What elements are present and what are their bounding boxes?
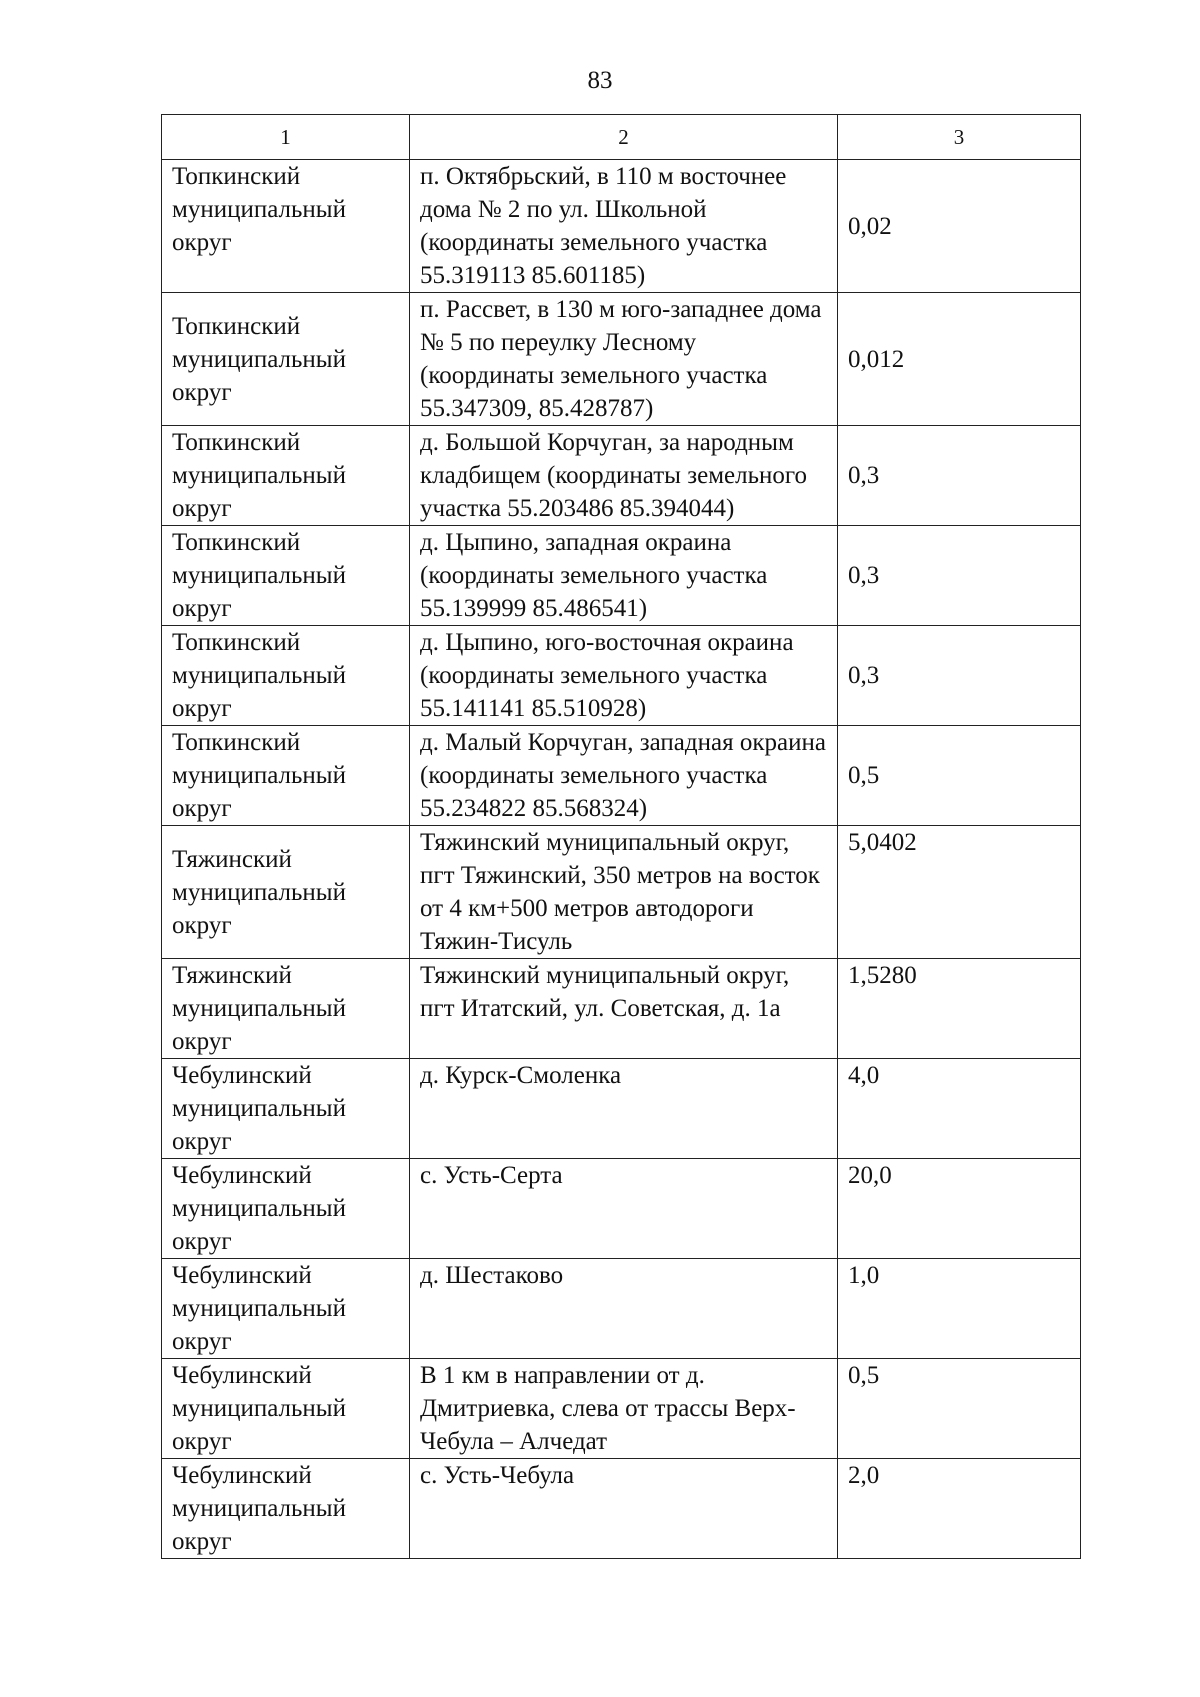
place-cell: д. Большой Корчуган, за народным кладбищем (координаты земельного участка 55.203486 85.394044) [410,426,838,526]
place-cell: с. Усть-Серта [410,1159,838,1259]
table-row [162,1359,1081,1459]
table-row [162,426,1081,526]
table-row [162,1059,1081,1159]
place-cell: Тяжинский муниципальный округ, пгт Итатский, ул. Советская, д. 1а [410,959,838,1059]
area-cell: 2,0 [838,1459,1081,1559]
table-row [162,959,1081,1059]
table-row [162,826,1081,959]
column-header-1: 1 [162,115,410,160]
area-cell: 0,3 [838,626,1081,726]
column-header-2: 2 [410,115,838,160]
place-cell: с. Усть-Чебула [410,1459,838,1559]
district-cell: Топкинский муниципальный округ [162,293,410,426]
data-table [161,114,1081,1559]
district-cell: Чебулинский муниципальный округ [162,1159,410,1259]
table-row [162,1159,1081,1259]
district-cell: Тяжинский муниципальный округ [162,959,410,1059]
district-cell: Тяжинский муниципальный округ [162,826,410,959]
place-cell: п. Октябрьский, в 110 м восточнее дома № 2 по ул. Школьной (координаты земельного участка 55.319113 85.601185) [410,160,838,293]
district-cell: Топкинский муниципальный округ [162,726,410,826]
district-cell: Чебулинский муниципальный округ [162,1359,410,1459]
district-cell: Топкинский муниципальный округ [162,426,410,526]
table-row [162,293,1081,426]
column-header-3: 3 [838,115,1081,160]
area-cell: 0,5 [838,726,1081,826]
area-cell: 4,0 [838,1059,1081,1159]
area-cell: 1,0 [838,1259,1081,1359]
place-cell: д. Курск-Смоленка [410,1059,838,1159]
area-cell: 20,0 [838,1159,1081,1259]
area-cell: 0,3 [838,426,1081,526]
table-header-row [162,115,1081,160]
table-row [162,626,1081,726]
place-cell: д. Цыпино, юго-восточная окраина (координаты земельного участка 55.141141 85.510928) [410,626,838,726]
district-cell: Топкинский муниципальный округ [162,526,410,626]
area-cell: 1,5280 [838,959,1081,1059]
place-cell: д. Шестаково [410,1259,838,1359]
district-cell: Топкинский муниципальный округ [162,160,410,293]
district-cell: Топкинский муниципальный округ [162,626,410,726]
area-cell: 5,0402 [838,826,1081,959]
place-cell: д. Цыпино, западная окраина (координаты земельного участка 55.139999 85.486541) [410,526,838,626]
place-cell: п. Рассвет, в 130 м юго-западнее дома № 5 по переулку Лесному (координаты земельного участка 55.347309, 85.428787) [410,293,838,426]
district-cell: Чебулинский муниципальный округ [162,1059,410,1159]
table-row [162,1259,1081,1359]
place-cell: Тяжинский муниципальный округ, пгт Тяжинский, 350 метров на восток от 4 км+500 метров автодороги Тяжин-Тисуль [410,826,838,959]
area-cell: 0,02 [838,160,1081,293]
table-row [162,726,1081,826]
place-cell: д. Малый Корчуган, западная окраина (координаты земельного участка 55.234822 85.568324) [410,726,838,826]
table-row [162,1459,1081,1559]
district-cell: Чебулинский муниципальный округ [162,1259,410,1359]
area-cell: 0,3 [838,526,1081,626]
district-cell: Чебулинский муниципальный округ [162,1459,410,1559]
page-number: 83 [587,67,613,94]
area-cell: 0,012 [838,293,1081,426]
table-row [162,160,1081,293]
place-cell: В 1 км в направлении от д. Дмитриевка, слева от трассы Верх-Чебула – Алчедат [410,1359,838,1459]
table-row [162,526,1081,626]
area-cell: 0,5 [838,1359,1081,1459]
